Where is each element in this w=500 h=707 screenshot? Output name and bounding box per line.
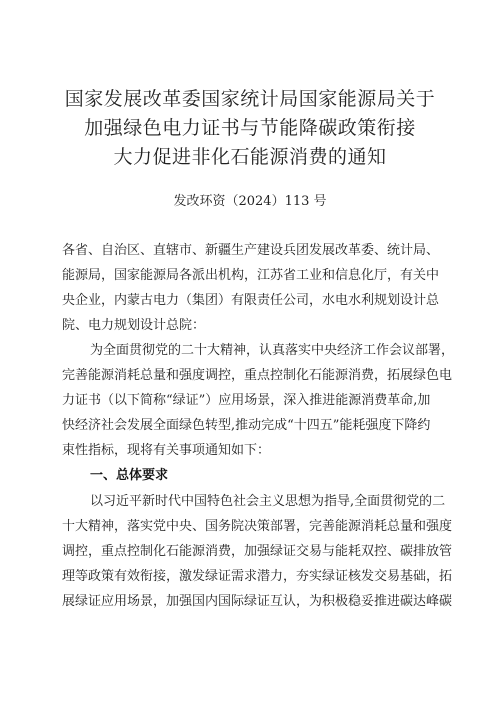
recipients-line-1: 各省、自治区、直辖市、新疆生产建设兵团发展改革委、统计局、 [62,243,440,258]
section-line-2: 十大精神，落实党中央、国务院决策部署，完善能源消耗总量和强度 [62,519,453,534]
intro-line-1: 为全面贯彻党的二十大精神，认真落实中央经济工作会议部署， [90,343,455,358]
intro-line-5: 束性指标，现将有关事项通知如下： [62,443,271,458]
document-title-line-3: 大力促进非化石能源消费的通知 [113,146,387,168]
section-line-1: 以习近平新时代中国特色社会主义思想为指导,全面贯彻党的二 [90,494,446,509]
intro-line-4: 快经济社会发展全面绿色转型,推动完成“十四五”能耗强度下降约 [62,418,431,433]
intro-line-3: 力证书（以下简称“绿证”）应用场景，深入推进能源消费革命,加 [62,393,431,408]
recipients-line-2: 能源局，国家能源局各派出机构，江苏省工业和信息化厅，有关中 [62,268,440,283]
document-title-line-2: 加强绿色电力证书与节能降碳政策衔接 [84,117,416,139]
document-number: 发改环资（2024）113 号 [173,194,327,209]
document-title-line-1: 国家发展改革委国家统计局国家能源局关于 [64,88,436,110]
section-line-4: 理等政策有效衔接，激发绿证需求潜力，夯实绿证核发交易基础，拓 [62,569,453,584]
intro-line-2: 完善能源消耗总量和强度调控，重点控制化石能源消费，拓展绿色电 [62,368,453,383]
section-line-5: 展绿证应用场景，加强国内国际绿证互认，为积极稳妥推进碳达峰碳 [62,594,453,609]
section-line-3: 调控，重点控制化石能源消费，加强绿证交易与能耗双控、碳排放管 [62,544,453,559]
section-heading: 一、总体要求 [90,468,169,483]
recipients-line-4: 院、电力规划设计总院： [62,318,206,333]
recipients-line-3: 央企业，内蒙古电力（集团）有限责任公司，水电水利规划设计总 [62,293,440,308]
